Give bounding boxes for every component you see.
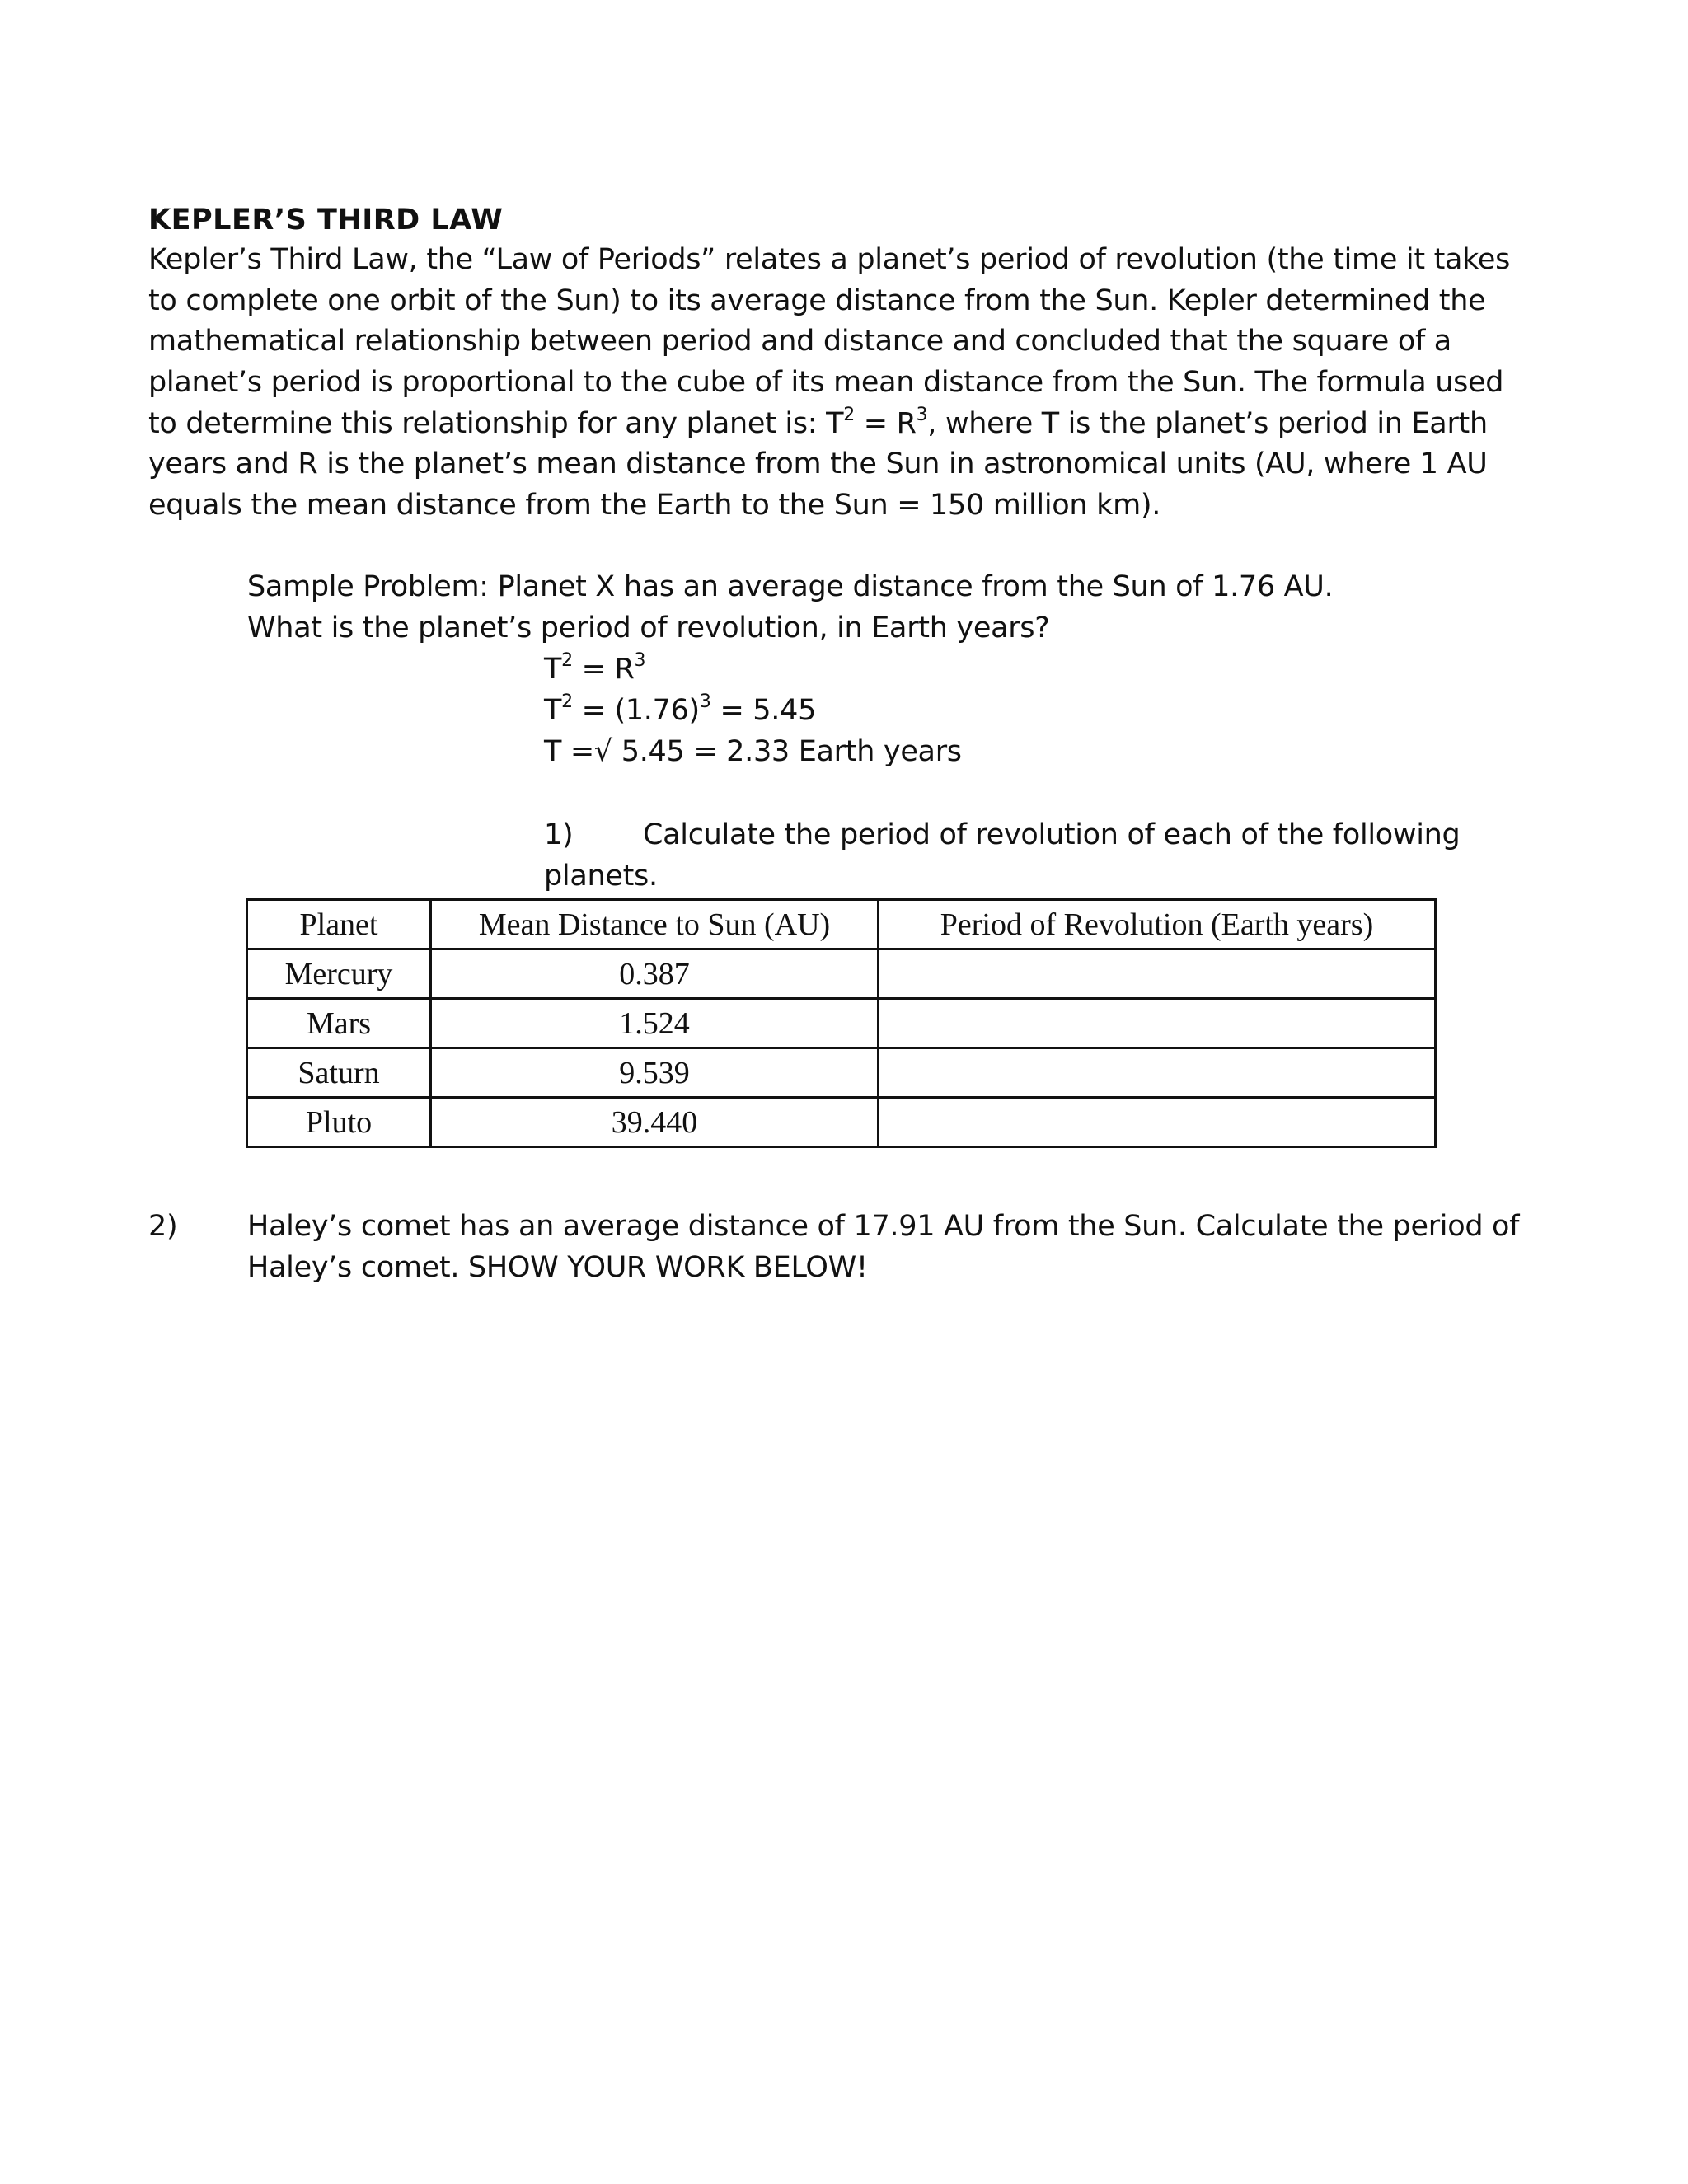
table-row (247, 1098, 1436, 1147)
period-answer-cell[interactable] (879, 999, 1436, 1048)
intro-text: = R (854, 407, 917, 440)
superscript: 3 (916, 405, 928, 426)
period-answer-cell[interactable] (879, 949, 1436, 999)
equation-text: = (1.76) (572, 694, 700, 727)
equation-text: T (544, 653, 562, 686)
distance-cell: 39.440 (431, 1098, 879, 1147)
question-2-number: 2) (148, 1210, 178, 1243)
distance-cell: 0.387 (431, 949, 879, 999)
column-header-distance: Mean Distance to Sun (AU) (431, 900, 879, 949)
equation-line: T =√ 5.45 = 2.33 Earth years (544, 735, 962, 768)
question-2-text: Haley’s comet has an average distance of 17.91 AU from the Sun. Calculate the period of (247, 1210, 1520, 1243)
equation-text: = 5.45 (710, 694, 817, 727)
planet-name-cell: Pluto (247, 1098, 431, 1147)
table-header-row (247, 900, 1436, 949)
intro-paragraph-line: to complete one orbit of the Sun) to its average distance from the Sun. Kepler determined the (148, 284, 1486, 317)
question-2-text: Haley’s comet. SHOW YOUR WORK BELOW! (247, 1251, 868, 1284)
superscript: 2 (561, 650, 573, 672)
intro-paragraph-line: years and R is the planet’s mean distance from the Sun in astronomical units (AU, where 1 AU (148, 448, 1488, 480)
intro-text: to determine this relationship for any planet is: T (148, 407, 844, 440)
table-row (247, 949, 1436, 999)
equation-line (544, 650, 646, 686)
intro-text: , where T is the planet’s period in Earth (927, 407, 1488, 440)
question-1-text: planets. (544, 860, 658, 893)
equation-text: = R (572, 653, 635, 686)
planet-name-cell: Mercury (247, 949, 431, 999)
superscript: 2 (561, 691, 573, 713)
planet-table (246, 898, 1437, 1148)
intro-paragraph-line: equals the mean distance from the Earth to the Sun = 150 million km). (148, 489, 1161, 522)
intro-paragraph-line: planet’s period is proportional to the cube of its mean distance from the Sun. The formula used (148, 366, 1504, 399)
question-1-number: 1) (544, 818, 574, 851)
column-header-period: Period of Revolution (Earth years) (879, 900, 1436, 949)
equation-text: T (544, 694, 562, 727)
intro-formula-line (148, 407, 1488, 440)
intro-paragraph-line: Kepler’s Third Law, the “Law of Periods” relates a planet’s period of revolution (the time it takes (148, 243, 1511, 276)
planet-name-cell: Mars (247, 999, 431, 1048)
superscript: 3 (699, 691, 711, 713)
question-1-text: Calculate the period of revolution of each of the following (643, 818, 1461, 851)
planet-name-cell: Saturn (247, 1048, 431, 1098)
period-answer-cell[interactable] (879, 1048, 1436, 1098)
period-answer-cell[interactable] (879, 1098, 1436, 1147)
column-header-planet: Planet (247, 900, 431, 949)
table-row (247, 1048, 1436, 1098)
intro-paragraph-line: mathematical relationship between period and distance and concluded that the square of a (148, 325, 1451, 358)
distance-cell: 1.524 (431, 999, 879, 1048)
superscript: 2 (843, 405, 855, 426)
superscript: 3 (634, 650, 646, 672)
page-title: KEPLER’S THIRD LAW (148, 204, 504, 237)
distance-cell: 9.539 (431, 1048, 879, 1098)
equation-line (544, 691, 817, 727)
table-row (247, 999, 1436, 1048)
sample-problem-line: Sample Problem: Planet X has an average distance from the Sun of 1.76 AU. (247, 570, 1334, 603)
sample-problem-line: What is the planet’s period of revolution, in Earth years? (247, 612, 1050, 644)
